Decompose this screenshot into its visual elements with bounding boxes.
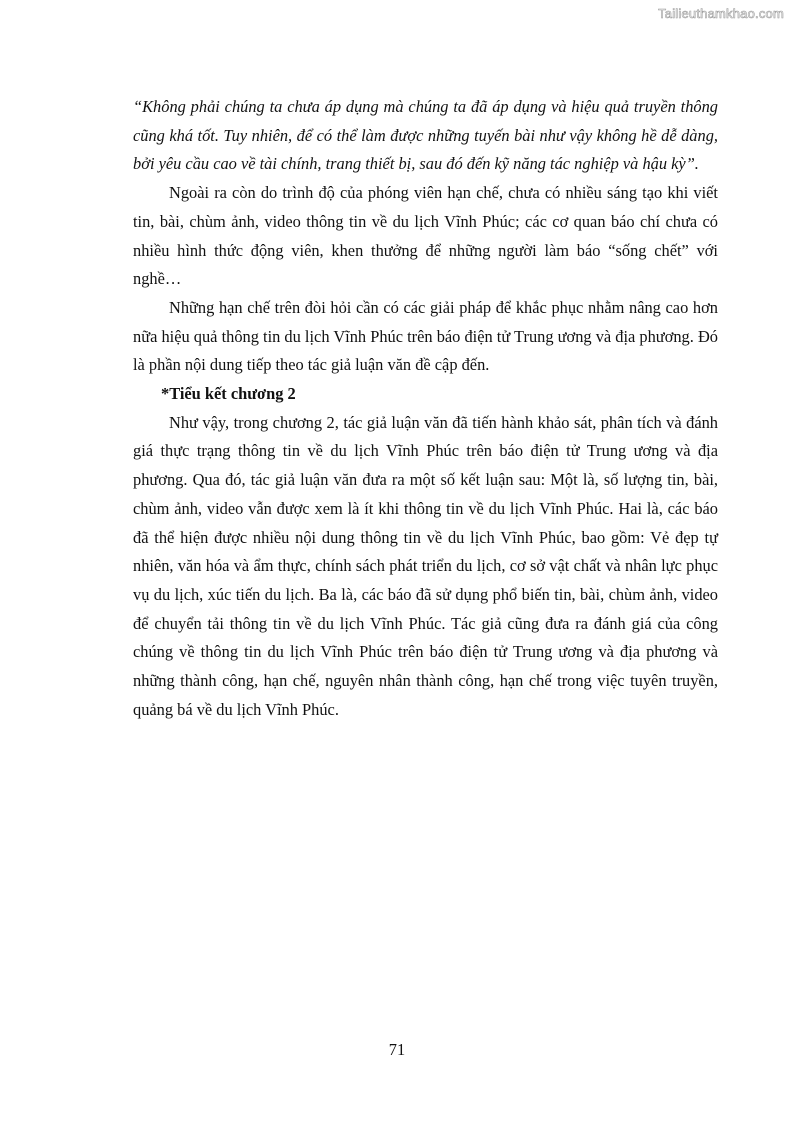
- chapter-summary-paragraph: Như vậy, trong chương 2, tác giả luận văn đã tiến hành khảo sát, phân tích và đánh giá thực trạng thông tin về du lịch Vĩnh Phúc trên báo điện tử Trung ương và địa phương. Qua đó, tác giả luận văn đưa ra một số kết luận sau: Một là, số lượng tin, bài, chùm ảnh, video vẫn được xem là ít khi thông tin về du lịch Vĩnh Phúc. Hai là, các báo đã thể hiện được nhiều nội dung thông tin về du lịch Vĩnh Phúc, bao gồm: Vẻ đẹp tự nhiên, văn hóa và ẩm thực, chính sách phát triển du lịch, cơ sở vật chất và nhân lực phục vụ du lịch, xúc tiến du lịch. Ba là, các báo đã sử dụng phổ biến tin, bài, chùm ảnh, video để chuyển tải thông tin về du lịch Vĩnh Phúc. Tác giả cũng đưa ra đánh giá của công chúng về thông tin du lịch Vĩnh Phúc trên báo điện tử Trung ương và địa phương và những thành công, hạn chế, nguyên nhân thành công, hạn chế trong việc tuyên truyền, quảng bá về du lịch Vĩnh Phúc.: [133, 412, 718, 719]
- page-body: [133, 93, 718, 724]
- quote-paragraph: “Không phải chúng ta chưa áp dụng mà chúng ta đã áp dụng và hiệu quả truyền thông cũng khá tốt. Tuy nhiên, để có thể làm được những tuyến bài như vậy không hề dễ dàng, bởi yêu cầu cao về tài chính, trang thiết bị, sau đó đến kỹ năng tác nghiệp và hậu kỳ”.: [133, 97, 718, 174]
- body-paragraph-limitations: Ngoài ra còn do trình độ của phóng viên hạn chế, chưa có nhiều sáng tạo khi viết tin, bài, chùm ảnh, video thông tin về du lịch Vĩnh Phúc; các cơ quan báo chí chưa có nhiều hình thức động viên, khen thưởng để những người làm báo “sống chết” với nghề…: [133, 183, 718, 289]
- page-number: 71: [388, 1040, 406, 1059]
- watermark-text: Tailieuthamkhao.com: [658, 6, 784, 21]
- section-heading: *Tiểu kết chương 2: [161, 384, 296, 404]
- body-paragraph-solutions: Những hạn chế trên đòi hỏi cần có các giải pháp để khắc phục nhằm nâng cao hơn nữa hiệu quả thông tin du lịch Vĩnh Phúc trên báo điện tử Trung ương và địa phương. Đó là phần nội dung tiếp theo tác giả luận văn đề cập đến.: [133, 297, 718, 375]
